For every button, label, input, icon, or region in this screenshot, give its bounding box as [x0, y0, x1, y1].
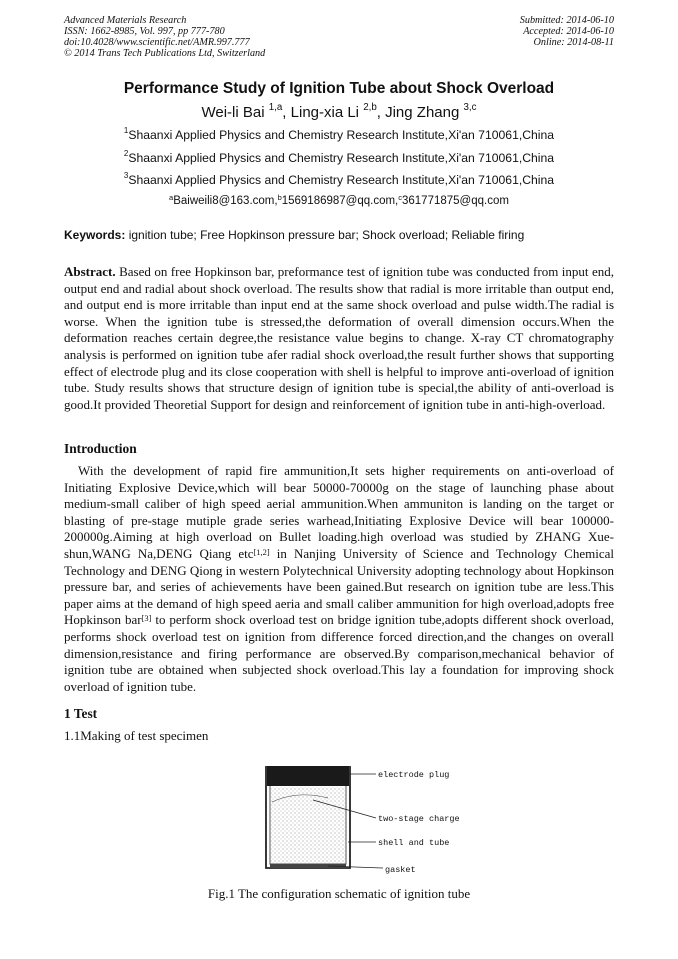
label-two-stage-charge: two-stage charge [378, 814, 460, 824]
author-sup: 3,c [463, 102, 477, 113]
citation: [1,2] [253, 546, 270, 557]
keywords [64, 228, 524, 242]
author-name: Wei-li Bai [201, 104, 265, 121]
email-link[interactable]: 361771875@qq.com [402, 195, 509, 207]
subsection-heading: 1.1Making of test specimen [64, 728, 209, 743]
abstract [64, 264, 614, 413]
label-shell-and-tube: shell and tube [378, 838, 450, 848]
submission-dates [520, 15, 614, 48]
journal-copyright: © 2014 Trans Tech Publications Ltd, Switzerland [64, 48, 266, 59]
journal-info [64, 15, 265, 59]
label-electrode-plug: electrode plug [378, 770, 450, 780]
keywords-text: ignition tube; Free Hopkinson pressure bar; Shock overload; Reliable firing [128, 228, 525, 242]
introduction-body: With the development of rapid fire ammunition,It sets higher requirements on anti-overload of Initiating Explosive Device,which will bear 50000-70000g on the stage of launching phase about medium-small caliber of high speed aerial ammunition.When ammuniton is landing on the target or blasting of pre-stage mutiple grade series warhead,Initiating Explosive Device will bear 100000-200000g.Aiming at high overload on Bullet loading.high overload was studied by ZHANG Xue-shun,WANG Na,DENG Qiang etc[1,2] in Nanjing University of Science and Technology Chemical Technology and DENG Qiong in western Polytechnical University adopting technology about Hopkinson pressure bar, and series of achievements have been gained.But research on ignition tube are less.This paper aims at the demand of high speed aeria and small caliber ammunition for high overload,adopts free Hopkinson bar[3] to perform shock overload test on bridge ignition tube,adopts different shock overload, performs shock overload test on ignition from difference forced direction,and the changes on overall dimension,resistance and firing performance are observed.By comparison,mechanical behavior of ignition tube are obtained when subjected shock overload.This lay a foundation for improving shock overload of ignition tube. [64, 463, 614, 694]
journal-name: Advanced Materials Research [64, 15, 187, 26]
submitted-date: Submitted: 2014-06-10 [519, 15, 614, 26]
journal-issn: ISSN: 1662-8985, Vol. 997, pp 777-780 [64, 26, 225, 37]
affiliation-3: $^3$Shaanxi Applied Physics and Chemistry Research Institute,Xi'an 710061,China [123, 171, 555, 187]
section-heading: 1 Test [64, 706, 98, 721]
affiliation-2: $^2$Shaanxi Applied Physics and Chemistry Research Institute,Xi'an 710061,China [123, 149, 555, 165]
citation: [3] [141, 613, 152, 624]
ignition-tube-schematic [258, 760, 478, 878]
journal-doi: doi:10.4028/www.scientific.net/AMR.997.777 [64, 37, 250, 48]
affiliation-1: $^1$Shaanxi Applied Physics and Chemistry Research Institute,Xi'an 710061,China [123, 126, 555, 142]
electrode-plug [267, 766, 349, 786]
keywords-label: Keywords: [64, 228, 126, 242]
author-sup: 2,b [363, 102, 377, 113]
email-link[interactable]: 1569186987@qq.com, [281, 195, 399, 207]
introduction-heading: Introduction [64, 441, 137, 456]
abstract-text: Based on free Hopkinson bar, preformance test of ignition tube was conducted from input end, output end and radial about shock overload. The results show that radial is more irritable than output end, and output end is more irritable than input end at the same shock overload and pulse width.The radial is worse. When the ignition tube is stressed,the deformation of overall dimension occurs.When the deformation reaches certain degree,the resistance value begins to change. X-ray CT chromatography analysis is performed on ignition tube afer radial shock overload,the result further shows that supporting effect of electrode plug and its close cooperation with shell is helpful to improve anti-overload of ignition tube. Study results shows that structure design of ignition tube is special,the ability of anti-overload is good.It provided Theoretial Support for design and reinforcement of ignition tube in anti-high-overload. [64, 264, 614, 412]
figure-caption: Fig.1 The configuration schematic of ignition tube [207, 886, 471, 901]
author-list: Wei-li Bai $^{1,a}$, Ling-xia Li $^{2,b}$, Jing Zhang $^{3,c}$ [201, 102, 477, 121]
author-sup: 1,a [268, 102, 283, 113]
author-emails: $^a$Baiweili8@163.com,$^b$1569186987@qq.com,$^c$361771875@qq.com [169, 193, 509, 207]
email-link[interactable]: Baiweili8@163.com, [173, 195, 278, 207]
author-name: Jing Zhang [385, 104, 460, 121]
online-date: Online: 2014-08-11 [533, 37, 614, 48]
abstract-label: Abstract. [64, 264, 116, 279]
paper-title: Performance Study of Ignition Tube about Shock Overload [123, 80, 555, 97]
label-gasket: gasket [385, 865, 416, 875]
author-name: Ling-xia Li [290, 104, 360, 121]
ignition-tube-figure [258, 760, 478, 878]
accepted-date: Accepted: 2014-06-10 [523, 26, 614, 37]
